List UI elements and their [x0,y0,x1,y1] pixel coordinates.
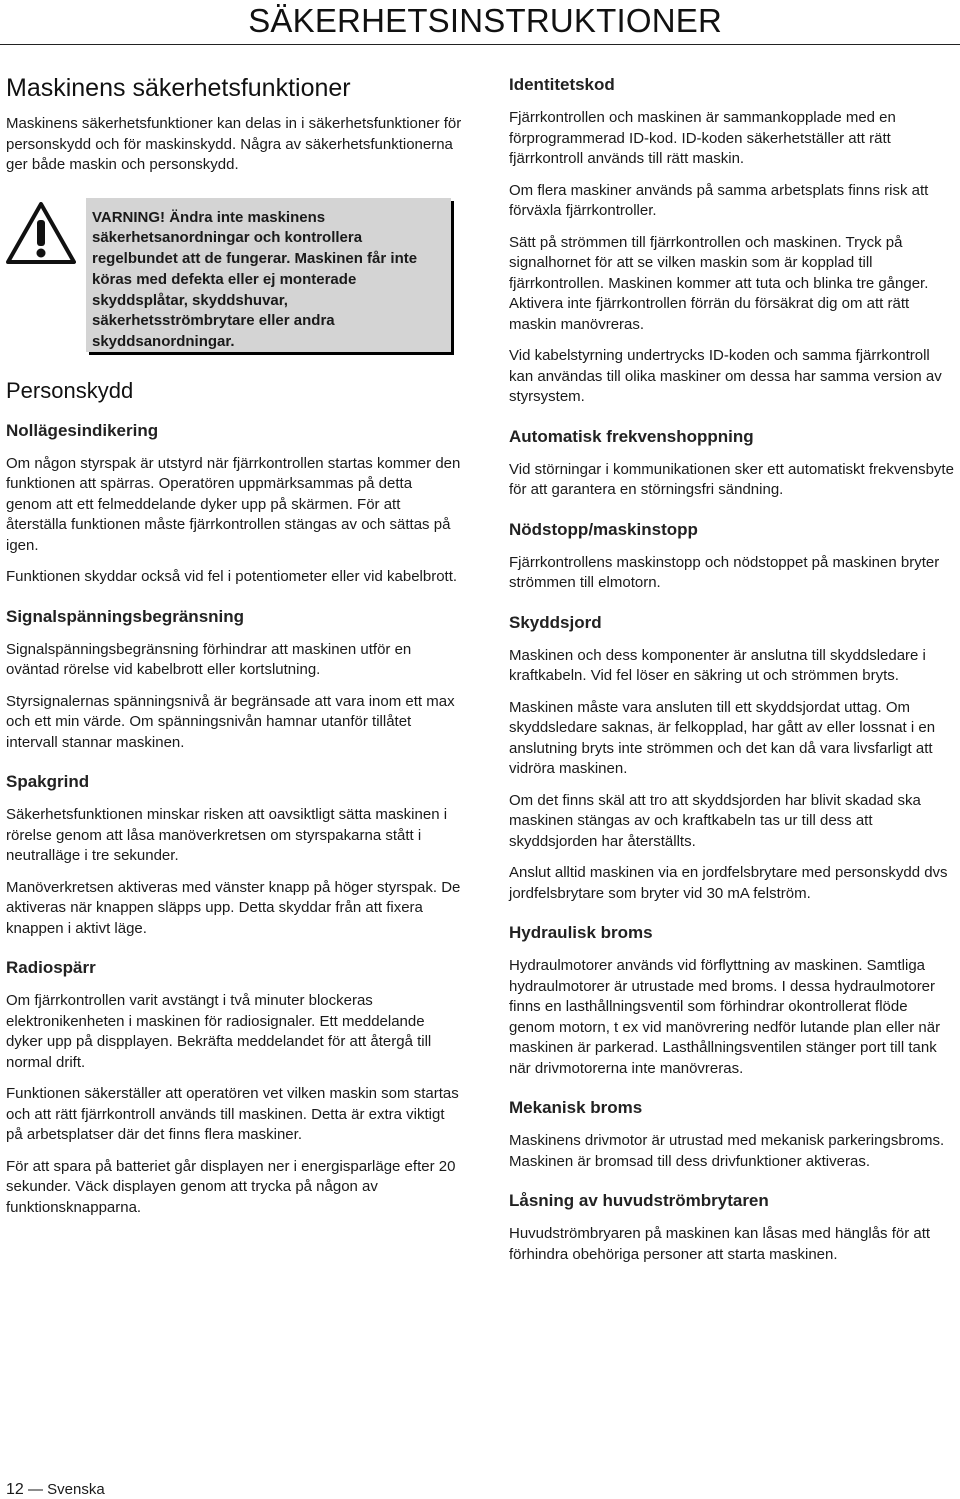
section-title: Signalspänningsbegränsning [6,606,245,626]
footer-dash: — [27,1481,43,1498]
section-hydraulisk-broms [509,922,954,1079]
personskydd-title: Personskydd [6,377,134,403]
section-title: Spakgrind [6,772,90,791]
warning-block [6,198,462,356]
paragraph: Funktionen säkerställer att operatören vet vilken maskin som startas och att rätt fjärrkontroll används till maskinen. Detta är extra viktigt på arbetsplatser där det finns flera maskiner. [6,1085,459,1143]
section-nollagesindikering [6,420,462,588]
section-title: Mekanisk broms [509,1098,643,1117]
paragraph: Hydraulmotorer används vid förflyttning av maskinen. Samtliga hydraulmotorer är utrustade med broms. I dessa hydraulmotorer finns en lasthållningsventil som förhindrar okontrollerat flöde genom motorn, t ex vid manövrering nedför lutande plan eller när maskinen är parkerad. Lasthållningsventilen stänger port till tank när drivmotorerna inte manövreras. [509,957,941,1077]
left-column [6,60,462,1229]
right-column [509,74,954,1276]
section-mekanisk-broms [509,1097,954,1172]
paragraph: Fjärrkontrollens maskinstopp och nödstoppet på maskinen bryter strömmen till elmotorn. [509,553,940,591]
paragraph: Styrsignalernas spänningsnivå är begränsade att vara inom ett max och ett min värde. Om spänningsnivån hamnar utanför tillåtet intervall stannar maskinen. [6,692,455,751]
section-lasning-huvudstrombrytare [509,1190,954,1265]
footer-language: Svenska [47,1481,105,1498]
paragraph: Vid kabelstyrning undertrycks ID-koden och samma fjärrkontroll kan användas till olika maskiner om dessa har samma version av styrsystem. [509,347,942,405]
page-header-title: SÄKERHETSINSTRUKTIONER [248,2,722,39]
section-skyddsjord [509,612,954,905]
section-identitetskod [509,74,954,408]
page-number: 12 [6,1481,24,1498]
section-title: Nödstopp/maskinstopp [509,519,698,539]
paragraph: Om det finns skäl att tro att skyddsjorden har blivit skadad ska maskinen stängas av och kraftkabeln tas ur till dess att skyddsjorden har återställts. [509,791,921,850]
paragraph: Signalspänningsbegränsning förhindrar att maskinen utför en oväntad rörelse vid kabelbrott eller kortslutning. [6,640,412,678]
paragraph: För att spara på batteriet går displayen ner i energisparläge efter 20 sekunder. Väck displayen genom att trycka på någon av funktionsknapparna. [6,1157,456,1216]
header-rule [0,44,960,45]
section-title: Identitetskod [509,75,615,94]
section-nodstopp [509,519,954,594]
intro-paragraph: Maskinens säkerhetsfunktioner kan delas in i säkerhetsfunktioner för personskydd och för maskinskydd. Några av säkerhetsfunktionerna ger både maskin och personskydd. [6,115,462,173]
warning-box [86,198,451,352]
paragraph: Sätt på strömmen till fjärrkontrollen och maskinen. Tryck på signalhornet för att se vilken maskin som är kopplad till fjärrkontrollen. Maskinen kommer att tuta och blinka tre gånger. Aktivera inte fjärrkontrollen förrän du försäkrat dig om att rätt maskin manövreras. [509,233,929,333]
paragraph: Fjärrkontrollen och maskinen är sammankopplade med en förprogrammerad ID-kod. ID-koden säkerhetställer att rätt fjärrkontroll används till rätt maskin. [509,109,896,167]
paragraph: Manöverkretsen aktiveras med vänster knapp på höger styrspak. De aktiveras när knappen släpps upp. Detta skyddar från att fixera knappen i aktivt läge. [6,878,461,937]
section-title: Nollägesindikering [6,420,159,440]
section-signalspanningsbegransning [6,606,462,754]
page-footer [6,1481,105,1499]
section-title: Hydraulisk broms [509,923,653,942]
section-title: Skyddsjord [509,612,602,632]
paragraph: Vid störningar i kommunikationen sker ett automatiskt frekvensbyte för att garantera en störningsfri sändning. [509,460,954,498]
paragraph: Maskinen måste vara ansluten till ett skyddsjordat uttag. Om skyddsledare saknas, är felkopplad, har gått av eller lossnat i en anslutning bryts inte strömmen och det kan då vara livsfarligt att vidröra maskinen. [509,698,936,777]
section-title: Radiospärr [6,958,96,977]
section-spakgrind [6,771,462,939]
paragraph: Om flera maskiner används på samma arbetsplats finns risk att förväxla fjärrkontroller. [509,181,929,219]
section-title: Låsning av huvudströmbrytaren [509,1191,769,1210]
section-radiosparr [6,957,462,1218]
warning-triangle-icon [6,202,84,266]
paragraph: Maskinen och dess komponenter är anslutna till skyddsledare i kraftkabeln. Vid fel löser en säkring ut och strömmen bryts. [509,646,926,684]
section-automatisk-frekvenshoppning [509,426,954,501]
paragraph: Om fjärrkontrollen varit avstängt i två minuter blockeras elektronikenheten i maskinen för radiosignaler. Ett meddelande dyker upp på dispplayen. Bekräfta meddelandet för att återgå till normal drift. [6,992,432,1071]
section-title: Automatisk frekvenshoppning [509,426,754,446]
main-title: Maskinens säkerhetsfunktioner [6,74,351,102]
paragraph: Om någon styrspak är utstyrd när fjärrkontrollen startas kommer den funktionen att spärras. Operatören uppmärksammas på detta genom att ett felmeddelande dyker upp på skärmen. För att återställa funktionen måste fjärrkontrollen stängas av och sättas på igen. [6,454,461,554]
paragraph: Huvudströmbryaren på maskinen kan låsas med hänglås för att förhindra obehöriga personer att starta maskinen. [509,1225,931,1263]
paragraph: Maskinens drivmotor är utrustad med mekanisk parkeringsbroms. Maskinen är bromsad till dess drivfunktioner aktiveras. [509,1132,945,1170]
warning-text: VARNING! Ändra inte maskinens säkerhetsanordningar och kontrollera regelbundet att de fungerar. Maskinen får inte köras med defekta eller ej monterade skyddsplåtar, skyddshuvar, säkerhetsströmbrytare eller andra skyddsanordningar. [92,208,418,351]
paragraph: Säkerhetsfunktionen minskar risken att oavsiktligt sätta maskinen i rörelse genom att låsa manöverkretsen om styrspakarna stått i neutralläge i tre sekunder. [6,806,448,864]
paragraph: Anslut alltid maskinen via en jordfelsbrytare med personskydd dvs jordfelsbrytare som bryter vid 30 mA felström. [509,864,948,902]
paragraph: Funktionen skyddar också vid fel i potentiometer eller vid kabelbrott. [6,568,458,585]
